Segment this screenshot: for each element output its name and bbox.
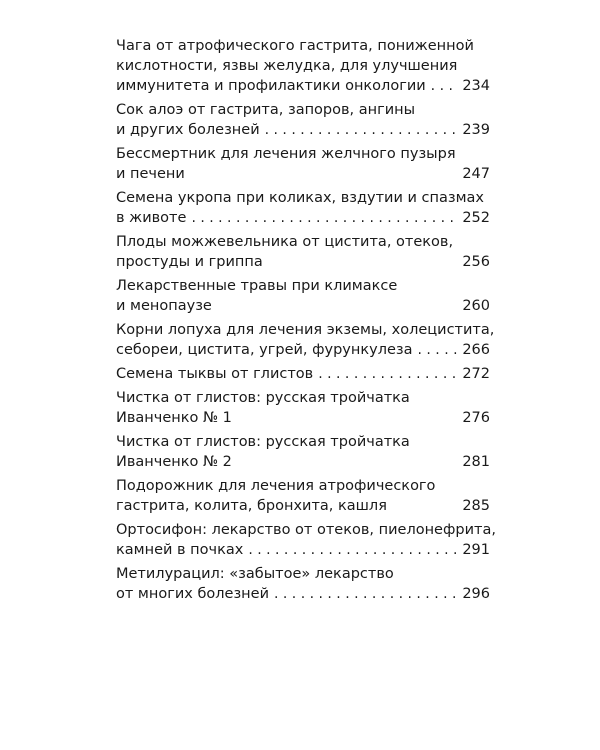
toc-entry-herbs-menopause xyxy=(116,276,490,316)
entry-line: Семена тыквы от глистов xyxy=(116,366,314,382)
page-number: 296 xyxy=(462,586,490,602)
toc-entry-cleansing-1 xyxy=(116,388,490,428)
toc-entry-burdock xyxy=(116,320,495,360)
page-number: 239 xyxy=(462,122,490,138)
dot-leader xyxy=(313,364,458,384)
dot-leader xyxy=(243,540,458,560)
toc-entry-aloe xyxy=(116,100,490,140)
entry-line: Бессмертник для лечения желчного пузыря xyxy=(116,146,456,162)
entry-line: кислотности, язвы желудка, для улучшения xyxy=(116,58,458,74)
entry-line: Иванченко № 2 xyxy=(116,454,232,470)
page-number: 285 xyxy=(462,498,490,514)
toc-entry-immortelle xyxy=(116,144,490,184)
dot-leader xyxy=(260,120,459,140)
table-of-contents xyxy=(116,36,496,608)
page-number: 260 xyxy=(462,298,490,314)
toc-entry-plantain xyxy=(116,476,490,516)
toc-entry-chaga xyxy=(116,36,490,96)
entry-line: гастрита, колита, бронхита, кашля xyxy=(116,498,387,514)
toc-entry-pumpkin-seeds xyxy=(116,364,490,384)
entry-line: Семена укропа при коликах, вздутии и спазмах xyxy=(116,190,485,206)
entry-line: простуды и гриппа xyxy=(116,254,263,270)
entry-line: и печени xyxy=(116,166,185,182)
entry-line: Подорожник для лечения атрофического xyxy=(116,478,436,494)
entry-line: Чистка от глистов: русская тройчатка xyxy=(116,390,410,406)
page-number: 256 xyxy=(462,254,490,270)
page-number: 276 xyxy=(462,410,490,426)
entry-line: от многих болезней xyxy=(116,586,269,602)
entry-line: иммунитета и профилактики онкологии xyxy=(116,78,426,94)
page-number: 247 xyxy=(462,166,490,182)
dot-leader xyxy=(186,208,458,228)
toc-entry-juniper xyxy=(116,232,490,272)
entry-line: и других болезней xyxy=(116,122,260,138)
entry-line: Лекарственные травы при климаксе xyxy=(116,278,398,294)
page-number: 234 xyxy=(462,78,490,94)
entry-line: Метилурацил: «забытое» лекарство xyxy=(116,566,394,582)
entry-line: Сок алоэ от гастрита, запоров, ангины xyxy=(116,102,416,118)
entry-line: камней в почках xyxy=(116,542,244,558)
page-number: 291 xyxy=(462,542,490,558)
dot-leader xyxy=(269,584,458,604)
entry-line: себореи, цистита, угрей, фурункулеза xyxy=(116,342,413,358)
entry-line: Плоды можжевельника от цистита, отеков, xyxy=(116,234,454,250)
page-number: 272 xyxy=(462,366,490,382)
page-number: 252 xyxy=(462,210,490,226)
page-number: 281 xyxy=(462,454,490,470)
toc-entry-dill xyxy=(116,188,490,228)
dot-leader xyxy=(413,340,459,360)
entry-line: Корни лопуха для лечения экземы, холецистита, xyxy=(116,322,495,338)
entry-line: и менопаузе xyxy=(116,298,212,314)
toc-entry-methyluracil xyxy=(116,564,490,604)
page-number: 266 xyxy=(462,342,490,358)
entry-line: в животе xyxy=(116,210,187,226)
entry-line: Ортосифон: лекарство от отеков, пиелонефрита, xyxy=(116,522,496,538)
toc-entry-cleansing-2 xyxy=(116,432,490,472)
dot-leader xyxy=(426,76,459,96)
entry-line: Чистка от глистов: русская тройчатка xyxy=(116,434,410,450)
entry-line: Иванченко № 1 xyxy=(116,410,232,426)
entry-line: Чага от атрофического гастрита, пониженной xyxy=(116,38,474,54)
toc-entry-orthosiphon xyxy=(116,520,496,560)
